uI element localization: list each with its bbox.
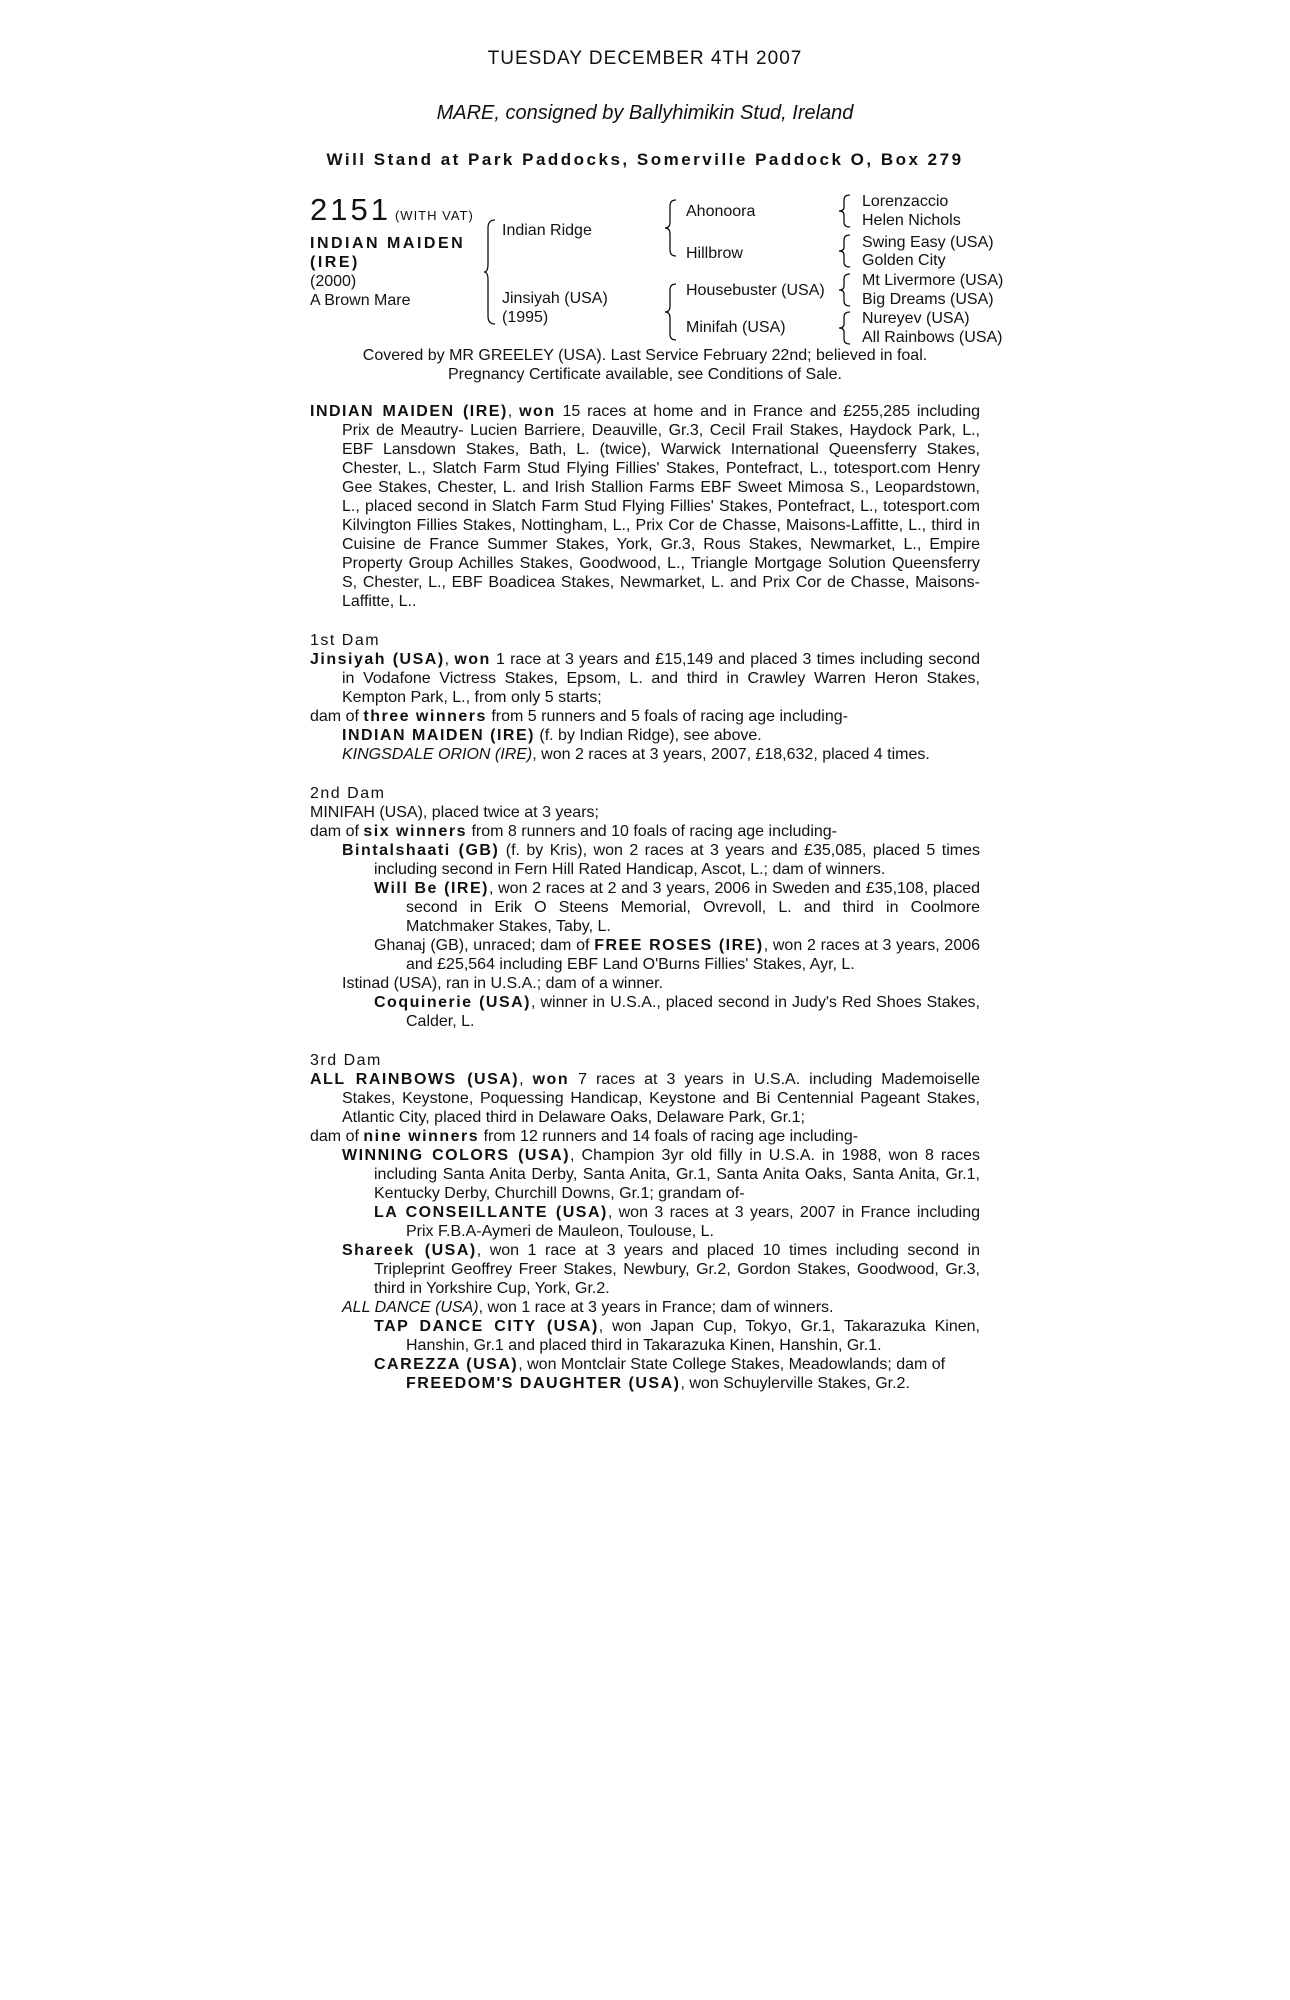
third-dam-child-1-text: , Champion 3yr old filly in U.S.A. in 1988, won 8 races including Santa Anita Derby, Santa Anita, Gr.1, Santa Anita Oaks, Santa Anita, Gr.1, Kentucky Derby, Churchill Downs, Gr.1; grandam of-	[374, 1147, 981, 1202]
second-dam-winners: six winners	[363, 823, 468, 840]
first-dam-produce-pre: dam of	[310, 708, 364, 725]
pedigree-g5: Mt Livermore (USA)	[862, 272, 1004, 289]
pedigree-brace-sire	[664, 198, 678, 258]
first-dam-text: 1 race at 3 years and £15,149 and placed 3 times including second in Vodafone Victress Stakes, Epsom, L. and third in Crawley Warren Heron Stakes, Kempton Park, L., from only 5 starts;	[342, 651, 980, 706]
pedigree-brace-g4	[838, 310, 852, 346]
first-dam-child-2-name: KINGSDALE ORION (IRE)	[342, 746, 533, 763]
foaling-year: (2000)	[310, 273, 357, 290]
third-dam-grandchild-1	[310, 1203, 980, 1241]
first-dam-child-1-name: INDIAN MAIDEN (IRE)	[342, 727, 535, 744]
pedigree-g8: All Rainbows (USA)	[862, 329, 1003, 346]
pedigree-brace-g2	[838, 233, 852, 269]
covering-line1: Covered by MR GREELEY (USA). Last Service February 22nd; believed in foal.	[362, 347, 928, 364]
third-dam-child-2-name: Shareek (USA)	[342, 1242, 477, 1259]
first-dam-won: won	[454, 651, 491, 668]
second-dam-grandchild-2-pre: Ghanaj (GB), unraced; dam of	[374, 937, 595, 954]
second-dam-child-1-text: (f. by Kris), won 2 races at 3 years and £35,085, placed 5 times including second in Fern Hill Rated Handicap, Ascot, L.; dam of winners.	[374, 842, 980, 878]
pedigree-dam-year: (1995)	[502, 309, 549, 326]
horse-race-record: INDIAN MAIDEN (IRE), won 15 races at home and in France and £255,285 including Prix de Meautry- Lucien Barriere, Deauville, Gr.3, Cecil Frail Stakes, Haydock Park, L., EBF Lansdown Stakes, Bath, L. (twice), Warwick International Queensferry Stakes, Chester, L., Slatch Farm Stud Flying Fillies' Stakes, Pontefract, L., totesport.com Henry Gee Stakes, Chester, L. and Irish Stallion Farms EBF Sweet Mimosa S., Leopardstown, L., placed second in Slatch Farm Stud Flying Fillies' Stakes, Pontefract, L., totesport.com Kilvington Fillies Stakes, Nottingham, L., Prix Cor de Chasse, Maisons-Laffitte, L., third in Cuisine de France Summer Stakes, York, Gr.3, Rous Stakes, Newmarket, L., Empire Property Group Achilles Stakes, Goodwood, L., Triangle Mortgage Solution Queensferry S, Chester, L., EBF Boadicea Stakes, Newmarket, L. and Prix Cor de Chasse, Maisons-Laffitte, L..	[310, 403, 981, 610]
third-dam-produce-post: from 12 runners and 14 foals of racing age including-	[479, 1128, 859, 1145]
third-dam-child-3	[310, 1298, 980, 1317]
second-dam-child-2: Istinad (USA), ran in U.S.A.; dam of a winner.	[342, 975, 664, 992]
pedigree-g1: Lorenzaccio	[862, 193, 949, 210]
third-dam-grandchild-3	[310, 1355, 980, 1374]
horse-record-text: 15 races at home and in France and £255,285 including Prix de Meautry- Lucien Barriere, Deauville, Gr.3, Cecil Frail Stakes, Haydock Park, L., EBF Lansdown Stakes, Bath, L. (twice), Warwick International Queensferry Stakes, Chester, L., Slatch Farm Stud Flying Fillies' Stakes, Pontefract, L., totesport.com Henry Gee Stakes, Chester, L. and Irish Stallion Farms EBF Sweet Mimosa S., Leopardstown, L., placed second in Slatch Farm Stud Flying Fillies' Stakes, Pontefract, L., totesport.com Kilvington Fillies Stakes, Nottingham, L., Prix Cor de Chasse, Maisons-Laffitte, L., third in Cuisine de France Summer Stakes, York, Gr.3, Rous Stakes, Newmarket, L., Empire Property Group Achilles Stakes, Goodwood, L., Triangle Mortgage Solution Queensferry S, Chester, L., EBF Boadicea Stakes, Newmarket, L. and Prix Cor de Chasse, Maisons-Laffitte, L..	[342, 403, 981, 610]
third-dam-grandchild-1-name: LA CONSEILLANTE (USA)	[374, 1204, 608, 1221]
second-dam-produce	[310, 822, 980, 841]
covering-line2: Pregnancy Certificate available, see Conditions of Sale.	[448, 366, 842, 383]
first-dam-name: Jinsiyah (USA)	[310, 651, 445, 668]
pedigree-g7: Nureyev (USA)	[862, 310, 970, 327]
pedigree-dam-sire: Housebuster (USA)	[686, 282, 825, 299]
second-dam-grandchild-3-text: , winner in U.S.A., placed second in Judy's Red Shoes Stakes, Calder, L.	[406, 994, 980, 1030]
first-dam-record: Jinsiyah (USA), won 1 race at 3 years and £15,149 and placed 3 times including second in Vodafone Victress Stakes, Epsom, L. and third in Crawley Warren Heron Stakes, Kempton Park, L., from only 5 starts;	[310, 651, 980, 706]
pedigree-brace-dam	[664, 282, 678, 342]
third-dam-child-2-text: , won 1 race at 3 years and placed 10 times including second in Tripleprint Geoffrey Freer Stakes, Newbury, Gr.2, Gordon Stakes, Goodwood, Gr.3, third in Yorkshire Cup, York, Gr.2.	[374, 1242, 981, 1297]
first-dam-child-1	[310, 726, 980, 745]
third-dam-record: ALL RAINBOWS (USA), won 7 races at 3 years in U.S.A. including Mademoiselle Stakes, Keystone, Poquessing Handicap, Keystone and Bi Centennial Pageant Stakes, Atlantic City, placed third in Delaware Oaks, Delaware Park, Gr.1;	[310, 1071, 981, 1126]
first-dam-child-1-text: (f. by Indian Ridge), see above.	[534, 727, 762, 744]
horse-record-name: INDIAN MAIDEN (IRE)	[310, 403, 508, 420]
pedigree-brace-g3	[838, 272, 852, 308]
second-dam-grandchild-2	[310, 936, 980, 974]
third-dam-heading: 3rd Dam	[310, 1052, 382, 1069]
race-record-body	[310, 402, 980, 1393]
pedigree-g3: Swing Easy (USA)	[862, 234, 994, 251]
third-dam-child-1-name: WINNING COLORS (USA)	[342, 1147, 571, 1164]
vat-note: (WITH VAT)	[394, 208, 474, 223]
third-dam-grandchild-2	[310, 1317, 980, 1355]
third-dam-produce	[310, 1127, 980, 1146]
second-dam-record: MINIFAH (USA), placed twice at 3 years;	[310, 804, 599, 821]
second-dam-produce-pre: dam of	[310, 823, 364, 840]
third-dam-grandchild-3-text: , won Montclair State College Stakes, Meadowlands; dam of	[518, 1356, 946, 1373]
second-dam-grandchild-1-text: , won 2 races at 2 and 3 years, 2006 in Sweden and £35,108, placed second in Erik O Steens Memorial, Ovrevoll, L. and third in Coolmore Matchmaker Stakes, Taby, L.	[406, 880, 981, 935]
second-dam-grandchild-3-name: Coquinerie (USA)	[374, 994, 532, 1011]
third-dam-text: 7 races at 3 years in U.S.A. including Mademoiselle Stakes, Keystone, Poquessing Handicap, Keystone and Bi Centennial Pageant Stakes, Atlantic City, placed third in Delaware Oaks, Delaware Park, Gr.1;	[342, 1071, 981, 1126]
second-dam-grandchild-2-name: FREE ROSES (IRE)	[594, 937, 764, 954]
third-dam-child-1	[310, 1146, 980, 1203]
second-dam-grandchild-1-name: Will Be (IRE)	[374, 880, 489, 897]
pedigree-sire: Indian Ridge	[502, 222, 592, 239]
horse-record-won: won	[519, 403, 556, 420]
third-dam-produce-pre: dam of	[310, 1128, 364, 1145]
third-dam-great-grandchild-name: FREEDOM'S DAUGHTER (USA)	[406, 1375, 681, 1392]
horse-name-line2: (IRE)	[310, 254, 360, 271]
consignor-line: MARE, consigned by Ballyhimikin Stud, Ireland	[436, 102, 854, 124]
horse-info	[310, 272, 410, 310]
third-dam-great-grandchild-text: , won Schuylerville Stakes, Gr.2.	[680, 1375, 910, 1392]
pedigree-dam-dam: Minifah (USA)	[686, 319, 786, 336]
second-dam-grandchild-1	[310, 879, 980, 936]
pedigree-sire-sire: Ahonoora	[686, 203, 756, 220]
horse-description: A Brown Mare	[310, 292, 411, 309]
third-dam-grandchild-1-text: , won 3 races at 3 years, 2007 in France including Prix F.B.A-Aymeri de Mauleon, Toulouse, L.	[406, 1204, 980, 1240]
third-dam-child-3-name: ALL DANCE (USA)	[342, 1299, 479, 1316]
pedigree-g4: Golden City	[862, 252, 946, 269]
second-dam-heading: 2nd Dam	[310, 785, 386, 802]
third-dam-grandchild-3-name: CAREZZA (USA)	[374, 1356, 519, 1373]
second-dam-child-1	[310, 841, 980, 879]
third-dam-child-2	[310, 1241, 980, 1298]
sale-date: TUESDAY DECEMBER 4TH 2007	[487, 48, 803, 69]
third-dam-winners: nine winners	[363, 1128, 480, 1145]
pedigree-brace-g1	[838, 193, 852, 229]
pedigree-g2: Helen Nichols	[862, 212, 961, 229]
first-dam-winners: three winners	[363, 708, 487, 725]
horse-name	[310, 234, 465, 272]
third-dam-name: ALL RAINBOWS (USA)	[310, 1071, 520, 1088]
second-dam-child-1-name: Bintalshaati (GB)	[342, 842, 500, 859]
first-dam-heading: 1st Dam	[310, 632, 381, 649]
third-dam-won: won	[532, 1071, 570, 1088]
second-dam-grandchild-2-text: , won 2 races at 3 years, 2006 and £25,564 including EBF Land O'Burns Fillies' Stakes, Ayr, L.	[406, 937, 981, 973]
first-dam-produce-post: from 5 runners and 5 foals of racing age including-	[486, 708, 848, 725]
first-dam-produce	[310, 707, 980, 726]
pedigree-brace-main	[483, 218, 497, 326]
first-dam-child-2	[310, 745, 980, 764]
second-dam-produce-post: from 8 runners and 10 foals of racing age including-	[467, 823, 838, 840]
lot-number-block	[310, 192, 474, 228]
second-dam-grandchild-3	[310, 993, 980, 1031]
lot-number: 2151	[310, 192, 391, 227]
third-dam-grandchild-2-text: , won Japan Cup, Tokyo, Gr.1, Takarazuka Kinen, Hanshin, Gr.1 and placed third in Takarazuka Kinen, Hanshin, Gr.1.	[406, 1318, 981, 1354]
covering-note	[0, 346, 1290, 384]
third-dam-grandchild-2-name: TAP DANCE CITY (USA)	[374, 1318, 599, 1335]
stabling-location: Will Stand at Park Paddocks, Somerville Paddock O, Box 279	[326, 150, 964, 169]
first-dam-child-2-text: , won 2 races at 3 years, 2007, £18,632, placed 4 times.	[532, 746, 930, 763]
third-dam-child-3-text: , won 1 race at 3 years in France; dam of winners.	[478, 1299, 834, 1316]
pedigree-sire-dam: Hillbrow	[686, 245, 743, 262]
horse-name-line1: INDIAN MAIDEN	[310, 235, 466, 252]
pedigree-g6: Big Dreams (USA)	[862, 291, 994, 308]
pedigree-dam: Jinsiyah (USA)	[502, 290, 608, 307]
third-dam-great-grandchild	[310, 1374, 980, 1393]
